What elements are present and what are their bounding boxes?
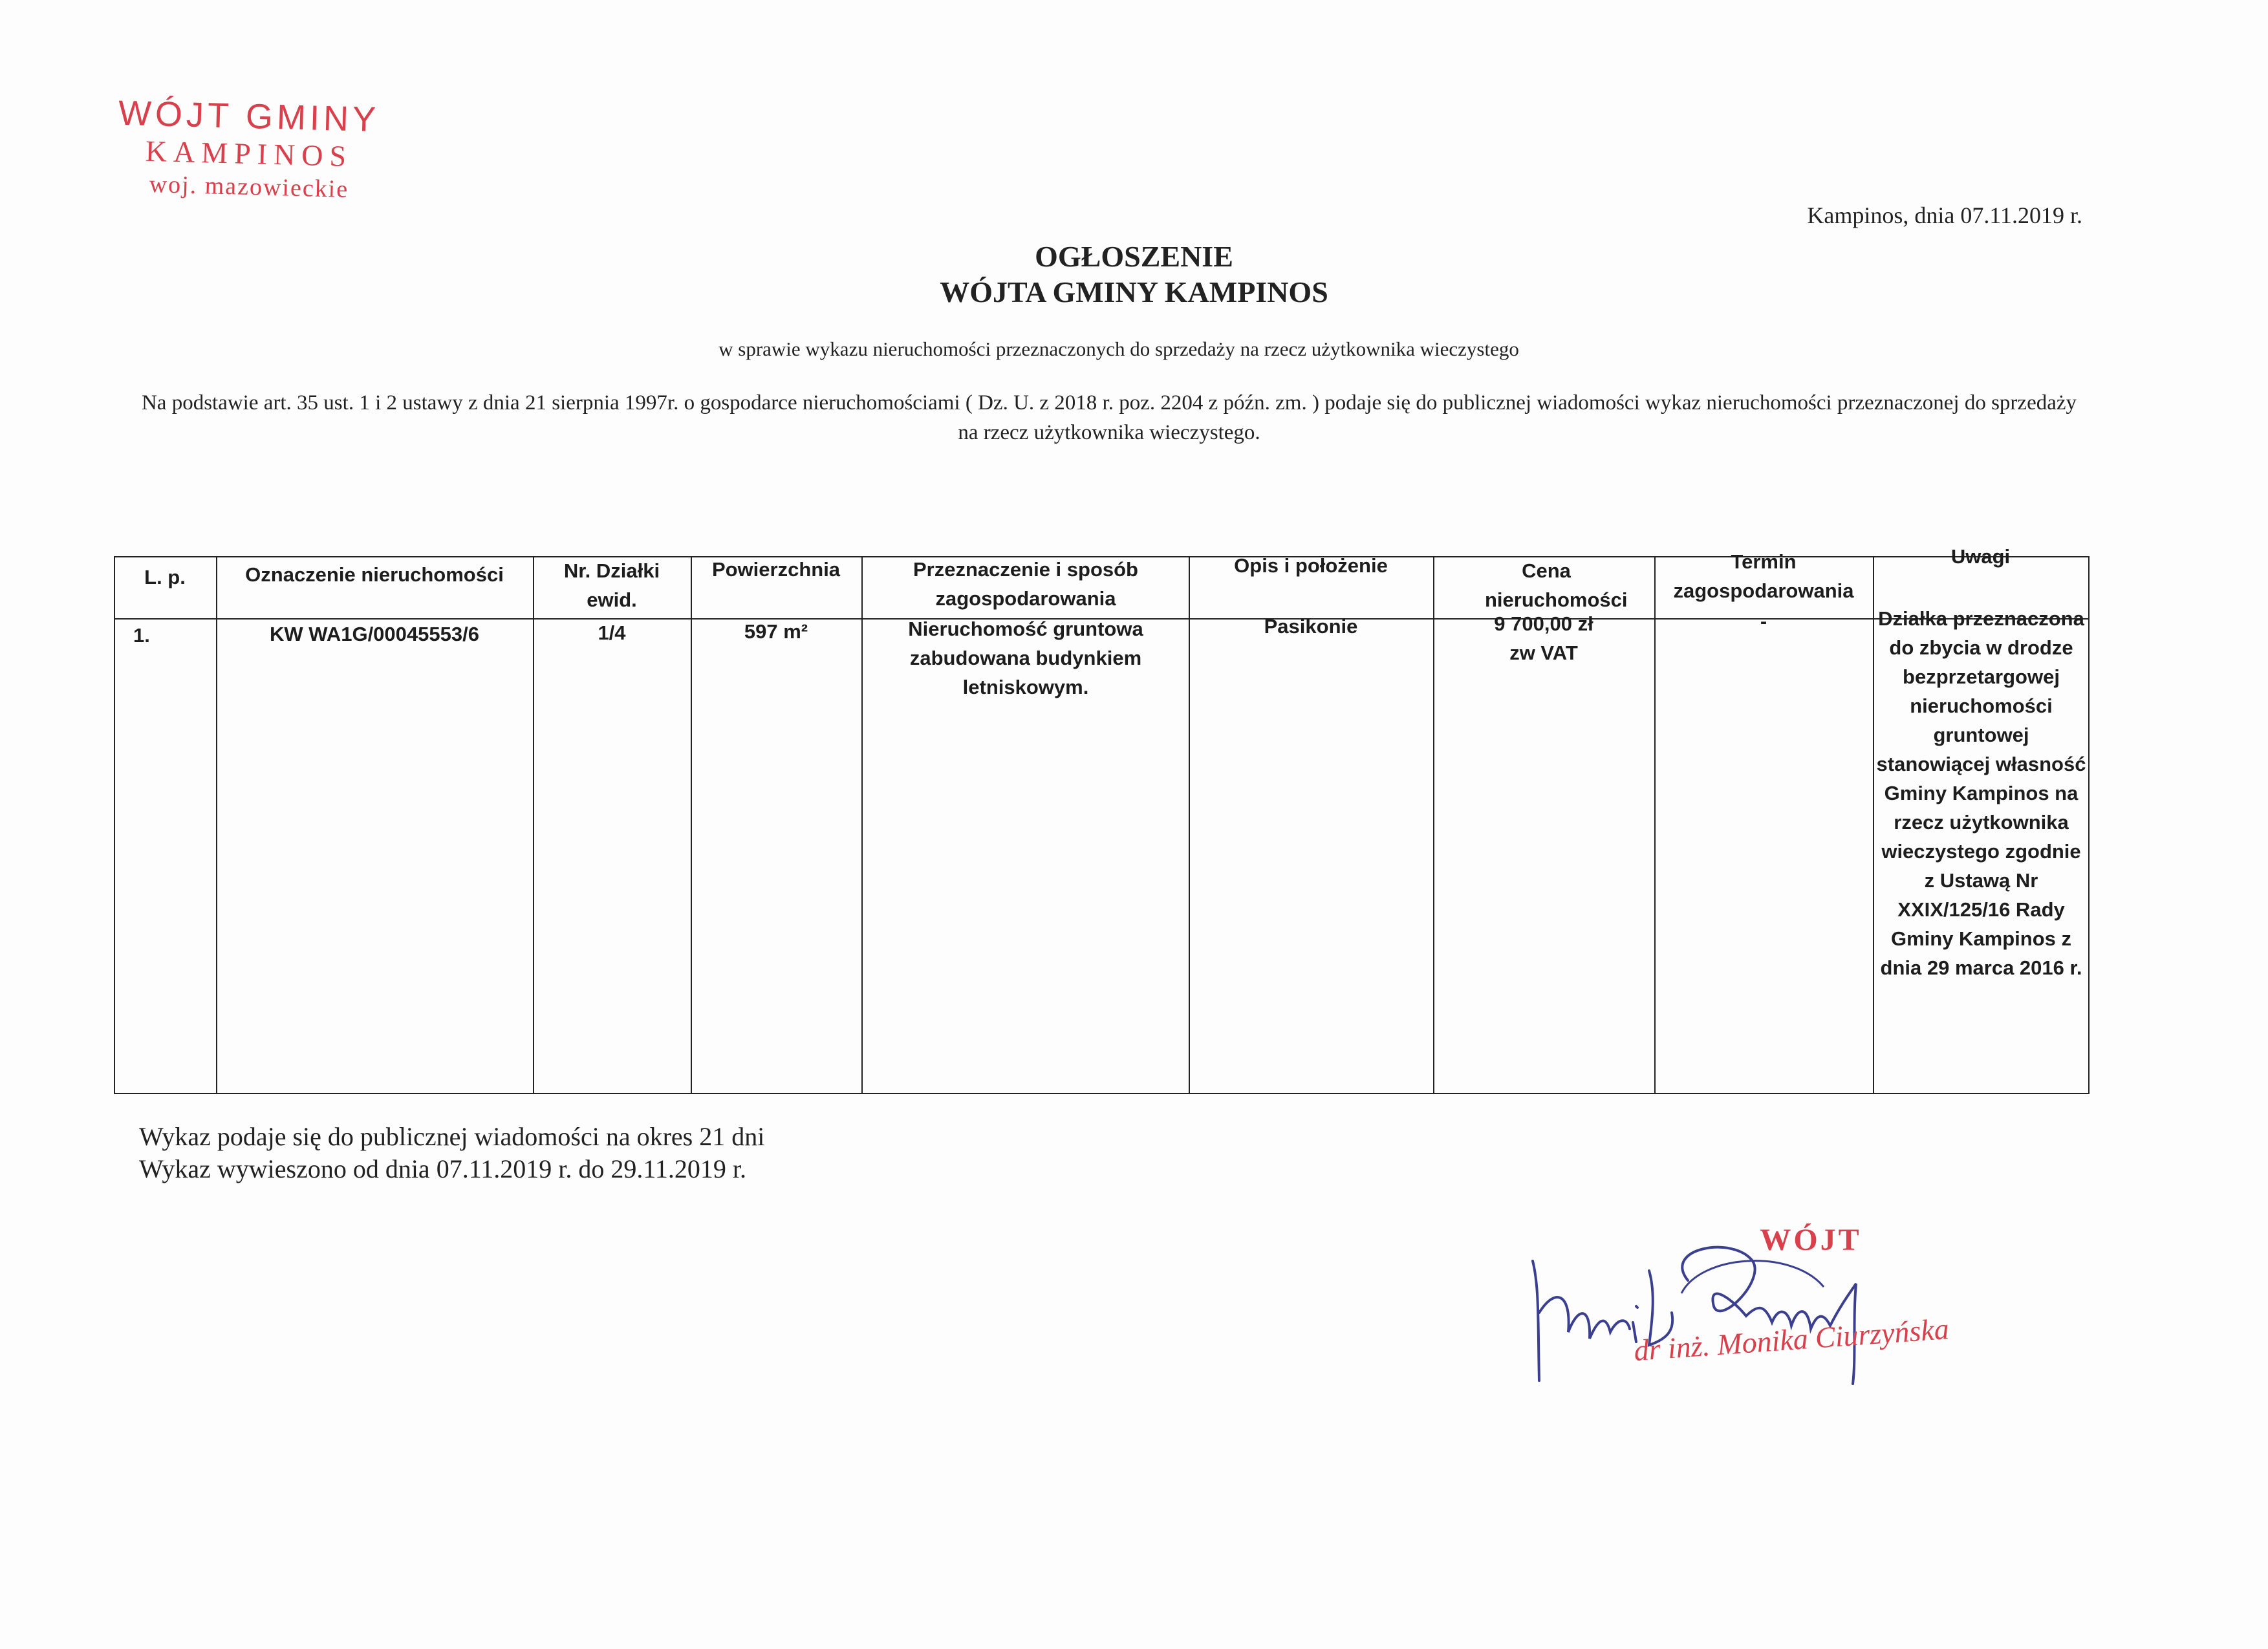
header-uwagi: Uwagi: [1950, 545, 2011, 568]
document-date: Kampinos, dnia 07.11.2019 r.: [1807, 202, 2082, 228]
document-title-issuer: WÓJTA GMINY KAMPINOS: [940, 275, 1328, 308]
stamp-line-2: KAMPINOS: [145, 134, 353, 173]
document-subtitle: w sprawie wykazu nieruchomości przeznaczonych do sprzedaży na rzecz użytkownika wieczystego: [718, 338, 1519, 360]
header-opis: Opis i położenie: [1234, 554, 1388, 577]
cell-przeznaczenie: Nieruchomość gruntowa zabudowana budynkiem letniskowym.: [908, 618, 1143, 698]
signature-stamp-name: dr inż. Monika Ciurzyńska: [1632, 1312, 1950, 1367]
cell-uwagi: Działka przeznaczona do zbycia w drodze bezprzetargowej nieruchomości gruntowej stanowiącej własność Gminy Kampinos na rzecz użytkownika wieczystego zgodnie z Ustawą Nr XXIX/125/16 Rady Gminy Kampinos z dnia 29 marca 2016 r.: [1876, 607, 2086, 979]
table-bottom-border: [114, 1093, 2090, 1094]
cell-oznaczenie: KW WA1G/00045553/6: [270, 623, 479, 645]
header-termin: Termin zagospodarowania: [1673, 550, 1854, 602]
legal-basis-paragraph: Na podstawie art. 35 ust. 1 i 2 ustawy z dnia 21 sierpnia 1997r. o gospodarce nieruchomościami ( Dz. U. z 2018 r. poz. 2204 z późn. zm. ) podaje się do publicznej wiadomości wykaz nieruchomości przeznaczonej do sprzedaży na rzecz użytkownika wieczystego.: [141, 391, 2077, 444]
cell-cena-vat: zw VAT: [1509, 641, 1578, 664]
publication-period: Wykaz podaje się do publicznej wiadomości na okres 21 dni: [139, 1122, 765, 1151]
header-przeznaczenie: Przeznaczenie i sposób zagospodarowania: [913, 558, 1138, 610]
cell-lp: 1.: [133, 624, 150, 647]
table-col-border: [1873, 556, 1874, 1094]
property-table: [114, 542, 2090, 1095]
signature-stamp-title: WÓJT: [1760, 1223, 1862, 1257]
publication-dates: Wykaz wywieszono od dnia 07.11.2019 r. do 29.11.2019 r.: [139, 1154, 746, 1183]
table-col-border: [861, 556, 863, 1094]
stamp-line-3: woj. mazowieckie: [149, 170, 349, 204]
stamp-line-1: WÓJT GMINY: [118, 93, 380, 140]
header-cena: Cena nieruchomości: [1485, 559, 1628, 611]
header-powierzchnia: Powierzchnia: [711, 558, 841, 581]
document-title: OGŁOSZENIE: [1035, 240, 1233, 273]
table-col-border: [114, 556, 115, 1094]
header-nr-dzialki: Nr. Działki ewid.: [563, 559, 660, 611]
publication-notice: [139, 1121, 764, 1185]
office-stamp: [84, 93, 414, 204]
header-oznaczenie: Oznaczenie nieruchomości: [245, 563, 504, 586]
cell-cena-value: 9 700,00 zł: [1494, 612, 1593, 635]
cell-termin: -: [1760, 610, 1767, 632]
cell-opis: Pasikonie: [1264, 615, 1358, 638]
table-col-border: [1654, 556, 1656, 1094]
cell-nr-dzialki: 1/4: [598, 621, 626, 644]
cell-cena: [1433, 609, 1654, 667]
cell-powierzchnia: 597 m²: [744, 620, 808, 643]
table-col-border: [2088, 556, 2090, 1094]
header-lp: L. p.: [144, 566, 186, 588]
